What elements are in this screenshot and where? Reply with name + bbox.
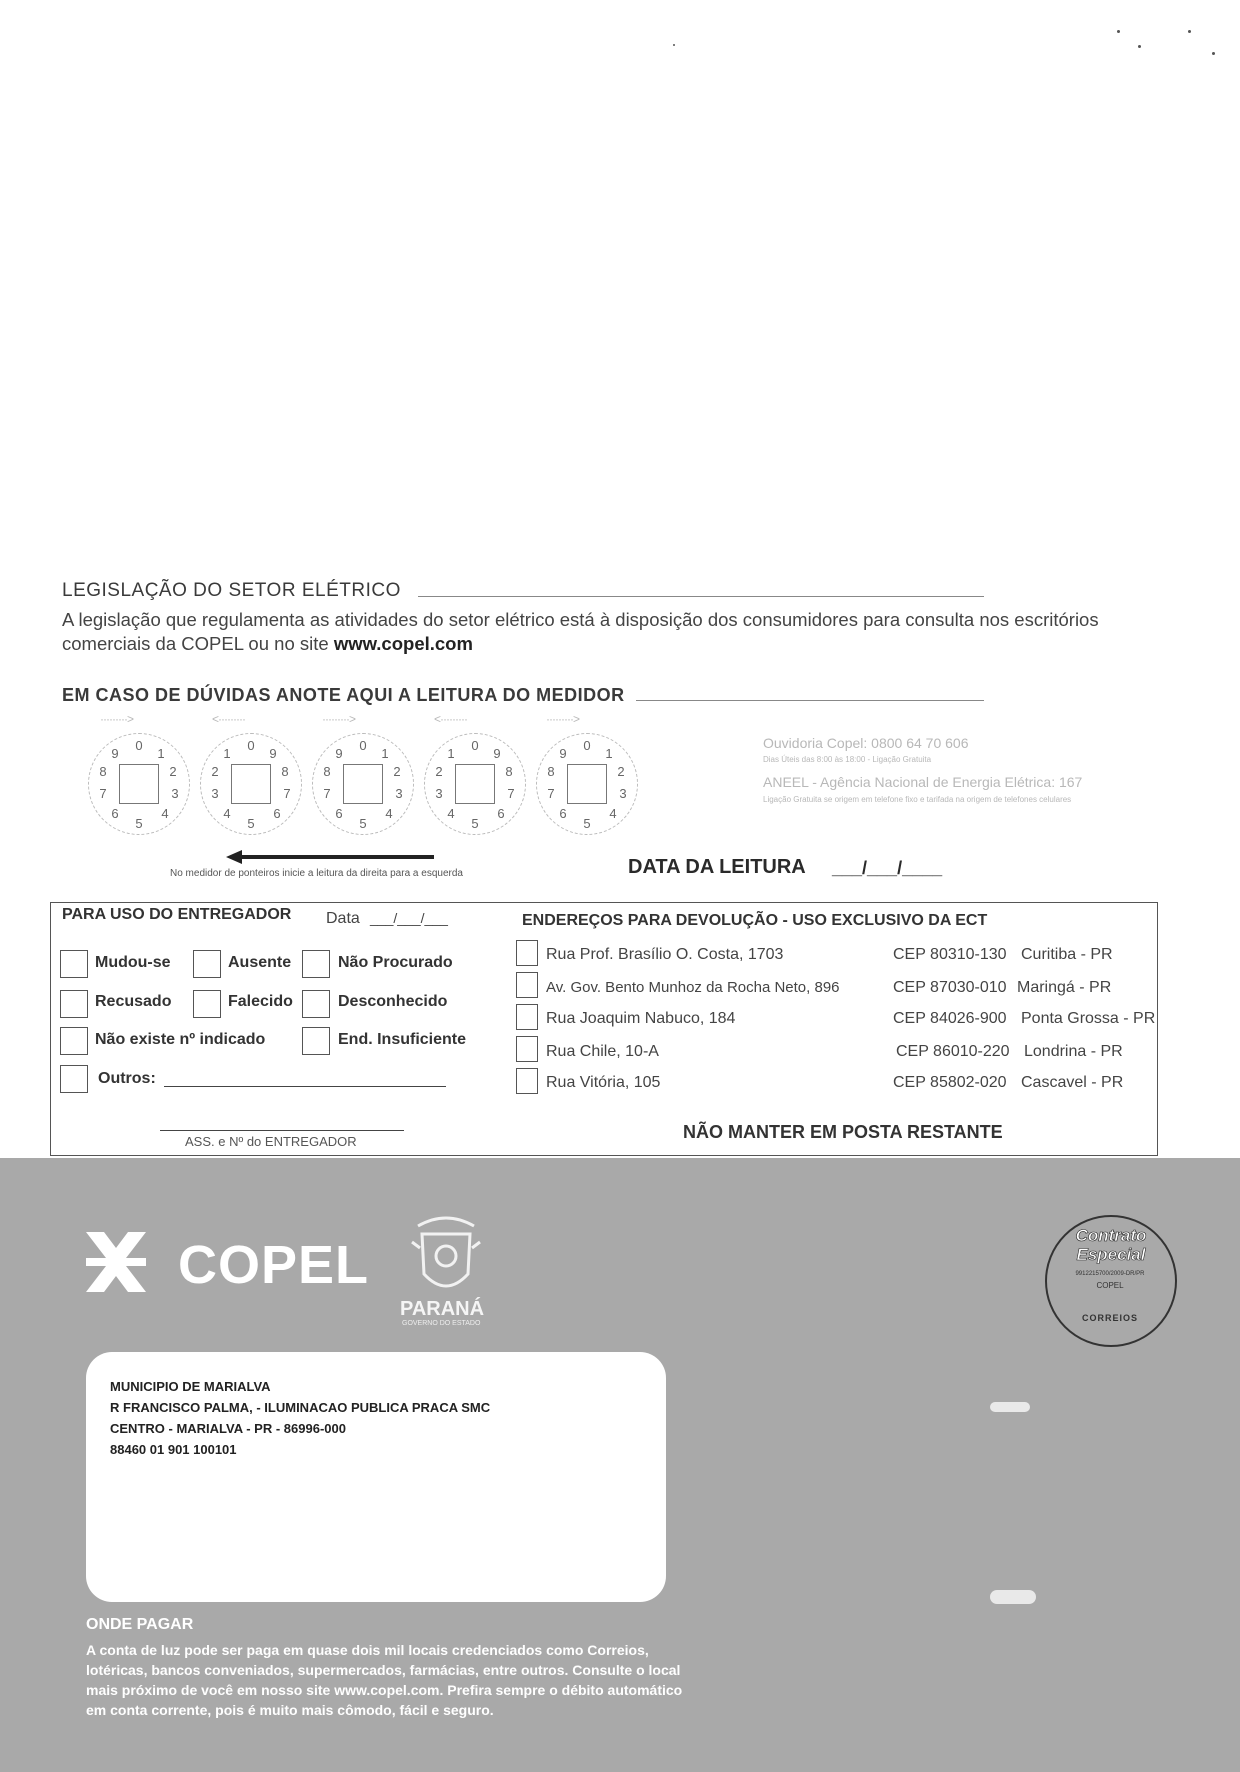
checkbox-mudou-se[interactable]: [60, 950, 88, 978]
legislacao-text: [62, 608, 1162, 656]
checkbox-curitiba[interactable]: [516, 940, 538, 966]
scan-speck: [1138, 45, 1141, 48]
parana-subtitle: GOVERNO DO ESTADO: [402, 1320, 481, 1327]
address-cep: CEP 87030-010: [893, 979, 1007, 996]
address-street: Av. Gov. Bento Munhoz da Rocha Neto, 896: [546, 979, 840, 996]
checkbox-cascavel[interactable]: [516, 1068, 538, 1094]
label-recusado: Recusado: [95, 993, 172, 1010]
address-street: Rua Joaquim Nabuco, 184: [546, 1010, 736, 1027]
dial-reading-box[interactable]: [231, 764, 271, 804]
address-city: Curitiba - PR: [1021, 946, 1113, 963]
title-rule: [636, 700, 984, 701]
rotation-arrow-icon: ·········>: [546, 712, 579, 726]
recipient-code: 88460 01 901 100101: [110, 1442, 237, 1457]
parana-coat-of-arms-icon: [408, 1212, 484, 1304]
recipient-city: CENTRO - MARIALVA - PR - 86996-000: [110, 1421, 346, 1436]
address-cep: CEP 80310-130: [893, 946, 1007, 963]
scan-smudge: [990, 1402, 1030, 1412]
copel-logo-icon: [82, 1228, 150, 1296]
checkbox-recusado[interactable]: [60, 990, 88, 1018]
rotation-arrow-icon: ·········>: [100, 712, 133, 726]
legislacao-title: LEGISLAÇÃO DO SETOR ELÉTRICO: [62, 580, 401, 601]
scan-speck: [1117, 30, 1120, 33]
label-nao-procurado: Não Procurado: [338, 954, 453, 971]
devolucao-title: ENDEREÇOS PARA DEVOLUÇÃO - USO EXCLUSIVO DA ECT: [522, 912, 988, 929]
recipient-name: MUNICIPIO DE MARIALVA: [110, 1379, 271, 1394]
arrow-left-icon: [226, 850, 434, 864]
rotation-arrow-icon: <·········: [434, 712, 467, 726]
dial-reading-box[interactable]: [343, 764, 383, 804]
aneel-contact: ANEEL - Agência Nacional de Energia Elétrica: 167: [763, 774, 1083, 790]
ouvidoria-hours: Dias Úteis das 8:00 às 18:00 - Ligação Gratuita: [763, 755, 932, 764]
signature-label: ASS. e Nº do ENTREGADOR: [185, 1134, 357, 1149]
dial-reading-box[interactable]: [119, 764, 159, 804]
address-street: Rua Prof. Brasílio O. Costa, 1703: [546, 946, 784, 963]
checkbox-nao-procurado[interactable]: [302, 950, 330, 978]
contrato-especial-stamp: [1045, 1215, 1177, 1347]
checkbox-nao-existe-numero[interactable]: [60, 1027, 88, 1055]
parana-wordmark: PARANÁ: [400, 1298, 485, 1320]
stamp-correios: CORREIOS: [1081, 1313, 1138, 1323]
stamp-title-2: Especial: [1076, 1245, 1146, 1264]
label-falecido: Falecido: [228, 993, 293, 1010]
scan-speck: [1188, 30, 1191, 33]
address-city: Ponta Grossa - PR: [1021, 1010, 1156, 1027]
stamp-contract-number: 9912215700/2009-DR/PR: [1075, 1271, 1145, 1277]
label-nao-existe-numero: Não existe nº indicado: [95, 1031, 266, 1048]
rotation-arrow-icon: ·········>: [322, 712, 355, 726]
checkbox-ponta-grossa[interactable]: [516, 1004, 538, 1030]
data-leitura-field[interactable]: ___/___/____: [832, 858, 943, 878]
entregador-date-label: Data: [326, 910, 360, 927]
label-mudou-se: Mudou-se: [95, 954, 171, 971]
outros-input-line[interactable]: [164, 1086, 446, 1087]
scan-speck: [1212, 52, 1215, 55]
signature-line[interactable]: [160, 1130, 404, 1131]
delivery-box: [50, 902, 1158, 1156]
checkbox-ausente[interactable]: [193, 950, 221, 978]
stamp-company: COPEL: [1096, 1281, 1124, 1290]
checkbox-londrina[interactable]: [516, 1036, 538, 1062]
entregador-title: PARA USO DO ENTREGADOR: [62, 906, 292, 923]
onde-pagar-title: ONDE PAGAR: [86, 1616, 194, 1633]
leitura-title: EM CASO DE DÚVIDAS ANOTE AQUI A LEITURA DO MEDIDOR: [62, 685, 625, 705]
checkbox-maringa[interactable]: [516, 972, 538, 998]
address-cep: CEP 86010-220: [896, 1043, 1010, 1060]
scan-smudge: [990, 1590, 1036, 1604]
address-cep: CEP 85802-020: [893, 1074, 1007, 1091]
label-end-insuficiente: End. Insuficiente: [338, 1031, 467, 1048]
entregador-date-field[interactable]: ___/___/___: [370, 910, 448, 926]
address-city: Maringá - PR: [1017, 979, 1112, 996]
dial-reading-box[interactable]: [567, 764, 607, 804]
checkbox-falecido[interactable]: [193, 990, 221, 1018]
meter-dial: 0 1 2 3 4 5 6 7 8 9: [312, 733, 414, 835]
address-window: [86, 1352, 666, 1602]
checkbox-desconhecido[interactable]: [302, 990, 330, 1018]
checkbox-end-insuficiente[interactable]: [302, 1027, 330, 1055]
recipient-street: R FRANCISCO PALMA, - ILUMINACAO PUBLICA PRACA SMC: [110, 1400, 491, 1415]
aneel-note: Ligação Gratuita se origem em telefone fixo e tarifada na origem de telefones celulares: [763, 795, 1072, 804]
meter-dial: 0 1 2 3 4 5 6 7 8 9: [88, 733, 190, 835]
address-city: Cascavel - PR: [1021, 1074, 1124, 1091]
rotation-arrow-icon: <·········: [212, 712, 245, 726]
scan-speck: [673, 44, 675, 46]
address-street: Rua Chile, 10-A: [546, 1043, 659, 1060]
data-leitura-label: DATA DA LEITURA: [628, 856, 806, 878]
address-cep: CEP 84026-900: [893, 1010, 1007, 1027]
ouvidoria-contact: Ouvidoria Copel: 0800 64 70 606: [763, 735, 969, 751]
meter-dial: 0 1 2 3 4 5 6 7 8 9: [200, 733, 302, 835]
posta-restante-note: NÃO MANTER EM POSTA RESTANTE: [683, 1122, 1003, 1142]
meter-dial: 0 1 2 3 4 5 6 7 8 9: [536, 733, 638, 835]
legislacao-body: A legislação que regulamenta as atividades do setor elétrico está à disposição dos consumidores para consulta nos escritórios comerciais da COPEL ou no site: [62, 609, 1099, 654]
copel-site-link[interactable]: www.copel.com: [333, 633, 473, 654]
label-ausente: Ausente: [228, 954, 292, 971]
address-street: Rua Vitória, 105: [546, 1074, 661, 1091]
copel-wordmark: COPEL: [178, 1235, 370, 1295]
title-rule: [418, 596, 984, 597]
address-city: Londrina - PR: [1024, 1043, 1123, 1060]
leitura-instruction: No medidor de ponteiros inicie a leitura da direita para a esquerda: [170, 868, 463, 879]
meter-dial: 0 1 2 3 4 5 6 7 8 9: [424, 733, 526, 835]
label-outros: Outros:: [98, 1070, 156, 1087]
stamp-title-1: Contrato: [1075, 1226, 1147, 1245]
onde-pagar-text: A conta de luz pode ser paga em quase dois mil locais credenciados como Correios, lotéricas, bancos conveniados, supermercados, farmácias, entre outros. Consulte o local mais próximo de você em nosso site www.copel.com. Prefira sempre o débito automático em conta corrente, pois é muito mais cômodo, fácil e seguro.: [86, 1642, 683, 1718]
label-desconhecido: Desconhecido: [338, 993, 448, 1010]
checkbox-outros[interactable]: [60, 1065, 88, 1093]
dial-reading-box[interactable]: [455, 764, 495, 804]
